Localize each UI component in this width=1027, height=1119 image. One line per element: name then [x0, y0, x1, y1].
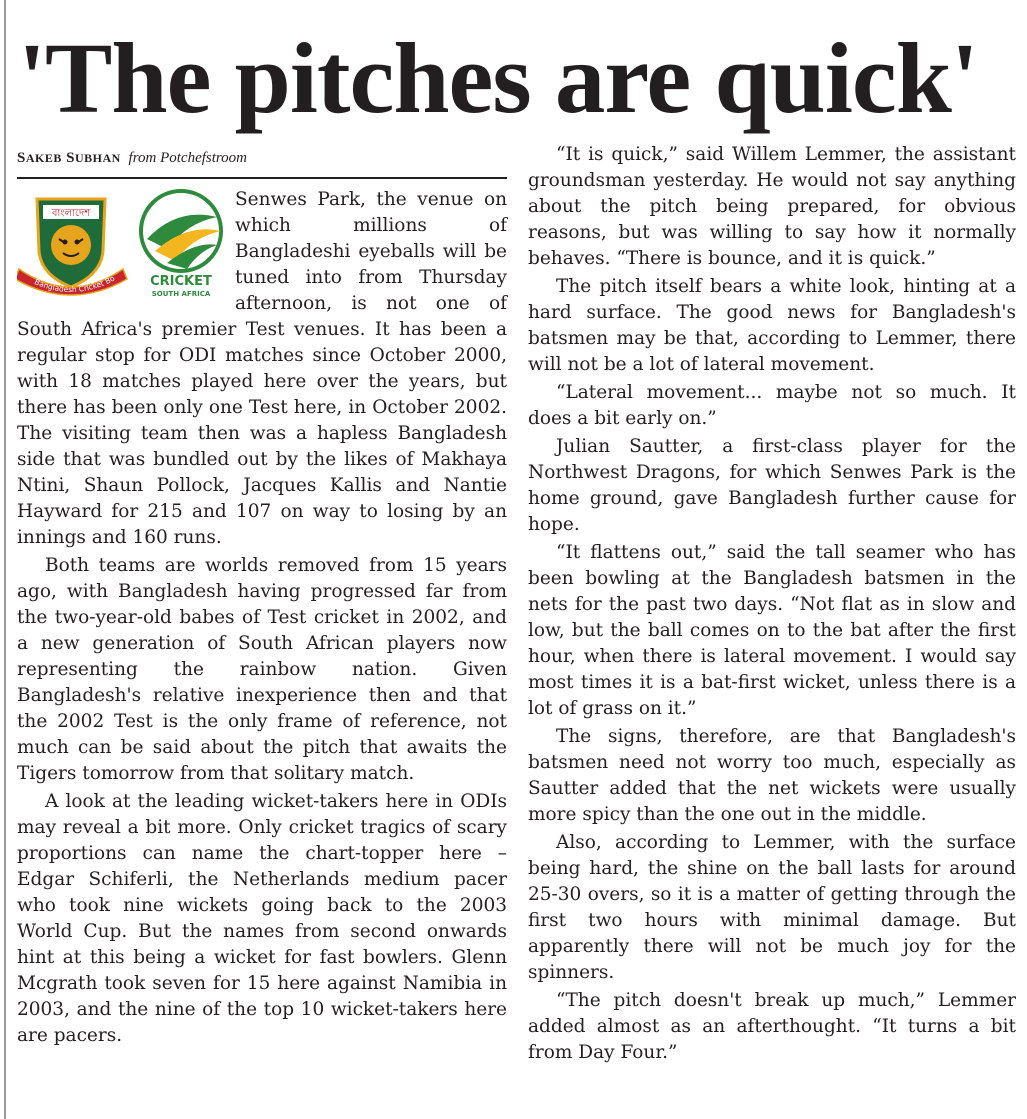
left-column — [17, 142, 507, 1051]
byline-author: SAKEB SUBHAN — [17, 150, 121, 166]
headline: 'The pitches are quick' — [18, 22, 978, 134]
body-paragraph: “The pitch doesn't break up much,” Lemmer added almost as an afterthought. “It turns a bit from Day Four.” — [528, 990, 1016, 1063]
body-paragraph: Also, according to Lemmer, with the surface being hard, the shine on the ball lasts for around 25-30 overs, so it is a matter of getting through the first two hours with minimal damage. But apparently there will not be much joy for the spinners. — [528, 832, 1016, 983]
byline-dateline: from Potchefstroom — [128, 150, 248, 166]
body-paragraph: Both teams are worlds removed from 15 years ago, with Bangladesh having progressed far from the two-year-old babes of Test cricket in 2002, and a new generation of South African players now representing the rainbow nation. Given Bangladesh's relative inexperience then and that the 2002 Test is the only frame of reference, not much can be said about the pitch that awaits the Tigers tomorrow from that solitary match. — [17, 555, 507, 784]
body-paragraph: The signs, therefore, are that Bangladesh's batsmen need not worry too much, especially as Sautter added that the net wickets were usually more spicy than the one out in the middle. — [528, 726, 1016, 825]
tiger-face-icon — [51, 225, 91, 265]
byline — [17, 142, 507, 174]
right-column — [528, 142, 1016, 1068]
logos-graphic — [17, 187, 229, 307]
page-edge-rule — [4, 0, 6, 1119]
bcb-bengali-text: বাংলাদেশ — [51, 208, 91, 219]
body-paragraph: “It is quick,” said Willem Lemmer, the assistant groundsman yesterday. He would not say anything about the pitch being prepared, for obvious reasons, but was willing to say how it normally behaves. “There is bounce, and it is quick.” — [528, 144, 1016, 269]
body-paragraph: Senwes Park, the venue on which millions of Bangladeshi eyeballs will be tuned into from Thursday afternoon, is not one of South Africa's premier Test venues. It has been a regular stop for ODI matches since October 2000, with 18 matches played here over the years, but there has been only one Test here, in October 2002. The visiting team then was a hapless Bangladesh side that was bundled out by the likes of Makhaya Ntini, Shaun Pollock, Jacques Kallis and Nantie Hayward for 215 and 107 on way to losing by an innings and 160 runs. — [17, 189, 507, 548]
csa-country: SOUTH AFRICA — [151, 290, 211, 298]
body-paragraph: The pitch itself bears a white look, hinting at a hard surface. The good news for Bangladesh's batsmen may be that, according to Lemmer, there will not be a lot of lateral movement. — [528, 276, 1016, 375]
logos — [17, 187, 229, 307]
body-paragraph: “It flattens out,” said the tall seamer who has been bowling at the Bangladesh batsmen in the nets for the past two days. “Not flat as in slow and low, but the ball comes on to the bat after the first hour, when there is lateral movement. I would say most times it is a bat-first wicket, unless there is a lot of grass on it.” — [528, 542, 1016, 719]
body-paragraph: “Lateral movement... maybe not so much. It does a bit early on.” — [528, 382, 1016, 429]
bcb-ribbon-text: Bangladesh Cricket Bo — [33, 273, 117, 295]
body-paragraph: Julian Sautter, a first-class player for the Northwest Dragons, for which Senwes Park is the home ground, gave Bangladesh further cause for hope. — [528, 436, 1016, 535]
byline-divider — [17, 177, 507, 179]
csa-name: CRICKET — [150, 274, 212, 289]
body-paragraph: A look at the leading wicket-takers here in ODIs may reveal a bit more. Only cricket tragics of scary proportions can name the chart-topper here – Edgar Schiferli, the Netherlands medium pacer who took nine wickets going back to the 2003 World Cup. But the names from second onwards hint at this being a wicket for fast bowlers. Glenn Mcgrath took seven for 15 here against Namibia in 2003, and the nine of the top 10 wicket-takers here are pacers. — [17, 791, 507, 1046]
bcb-logo — [17, 187, 127, 295]
csa-logo — [141, 191, 221, 298]
